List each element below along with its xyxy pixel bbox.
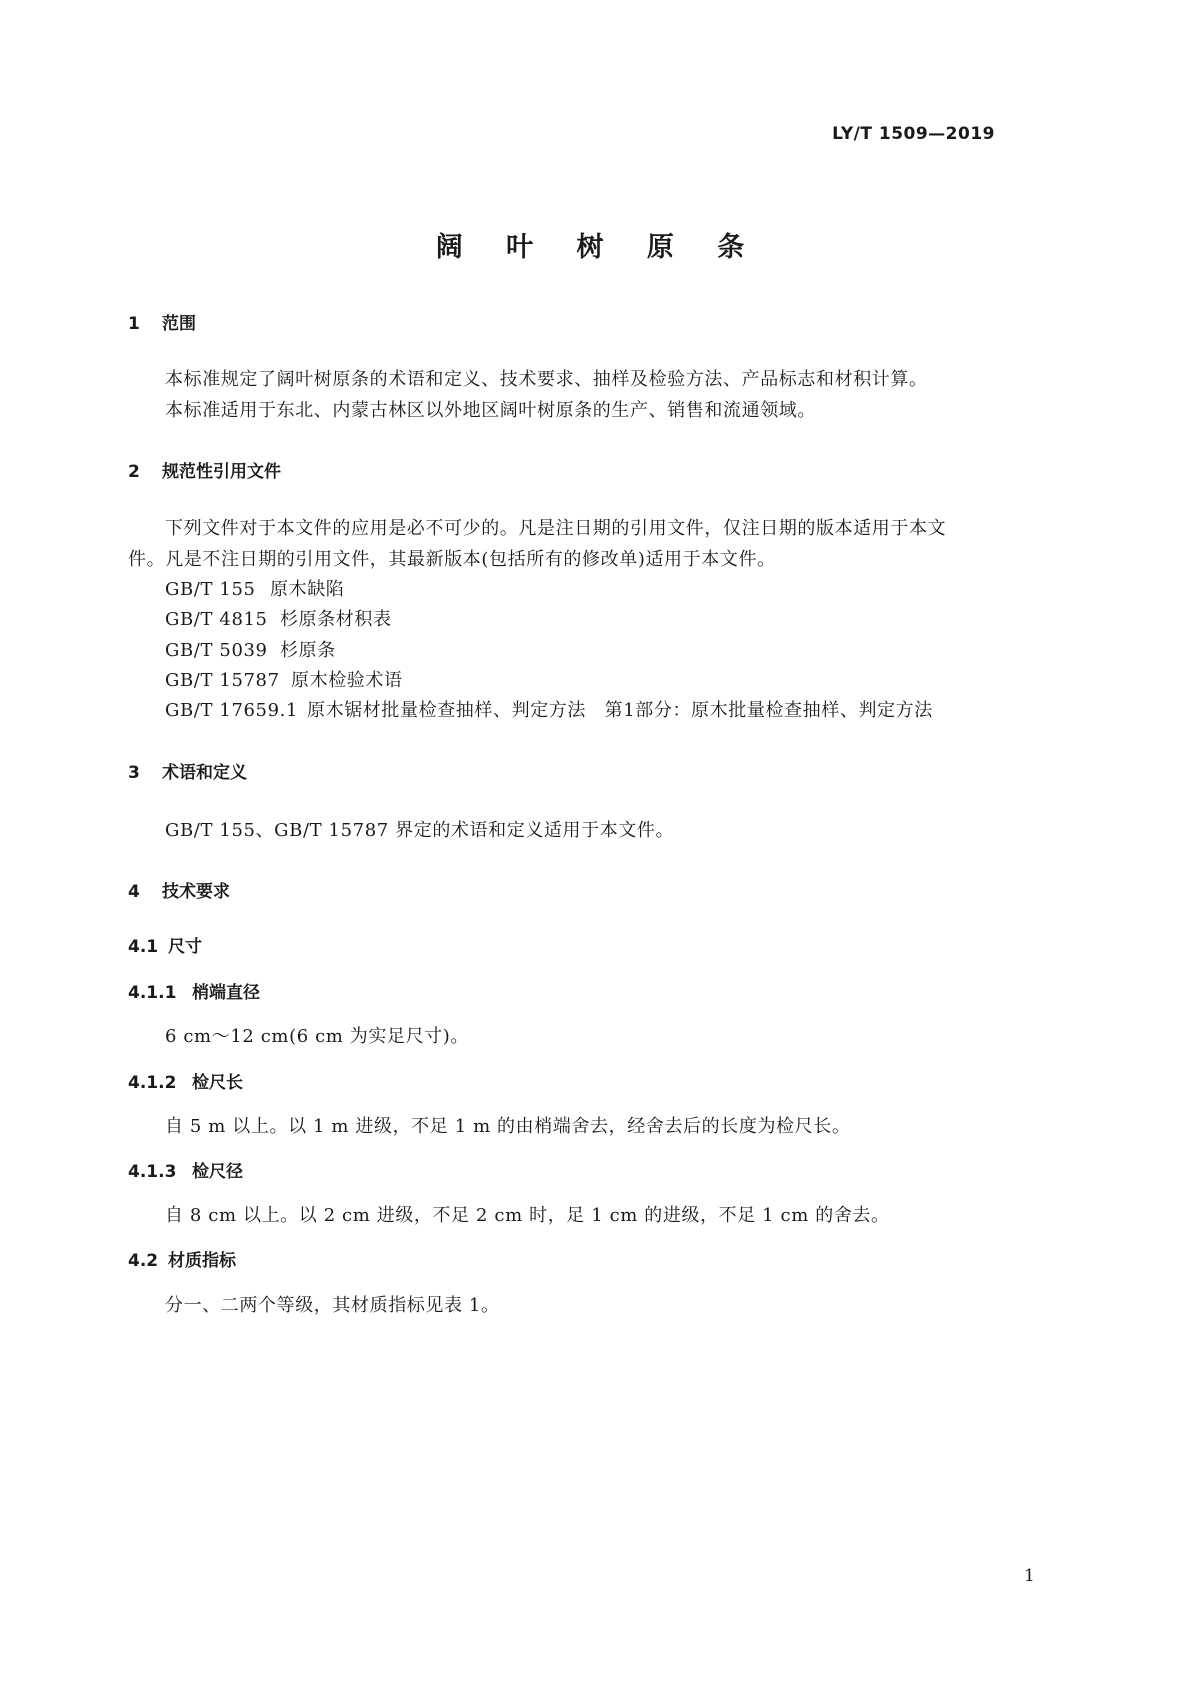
reference-code: GB/T 5039 (165, 640, 268, 661)
section-title: 检尺长 (192, 1073, 243, 1093)
reference-item (165, 575, 344, 601)
section-number: 4.1.2 (128, 1073, 177, 1093)
reference-name: 原木检验术语 (291, 670, 403, 691)
section-title: 梢端直径 (192, 983, 260, 1003)
page-number: 1 (1024, 1566, 1035, 1586)
reference-item (165, 605, 392, 631)
reference-name: 原木缺陷 (270, 579, 345, 600)
section-title: 术语和定义 (162, 763, 247, 783)
reference-name: 原木锯材批量检查抽样、判定方法 第1部分：原木批量检查抽样、判定方法 (307, 700, 933, 721)
section-1-paragraph-2: 本标准适用于东北、内蒙古林区以外地区阔叶树原条的生产、销售和流通领域。 (165, 400, 816, 421)
section-number: 4 (128, 882, 140, 902)
section-4-1-2-text: 自 5 m 以上。以 1 m 进级，不足 1 m 的由梢端舍去，经舍去后的长度为检尺长。 (165, 1116, 851, 1137)
reference-name: 杉原条材积表 (280, 609, 392, 630)
standard-code: LY/T 1509—2019 (832, 124, 995, 144)
reference-code: GB/T 155 (165, 579, 256, 600)
section-number: 4.1.1 (128, 983, 177, 1003)
section-title: 技术要求 (162, 882, 230, 902)
reference-item (165, 666, 403, 692)
section-4-1-3-heading (128, 1157, 243, 1182)
section-2-intro-line-2: 件。凡是不注日期的引用文件，其最新版本(包括所有的修改单)适用于本文件。 (128, 549, 776, 570)
reference-code: GB/T 17659.1 (165, 700, 299, 721)
section-4-2-text: 分一、二两个等级，其材质指标见表 1。 (165, 1295, 500, 1316)
section-title: 范围 (162, 314, 196, 334)
section-title: 规范性引用文件 (162, 462, 281, 482)
reference-code: GB/T 15787 (165, 670, 280, 691)
section-3-heading (128, 758, 247, 783)
section-1-paragraph-1: 本标准规定了阔叶树原条的术语和定义、技术要求、抽样及检验方法、产品标志和材积计算。 (165, 369, 928, 390)
section-number: 1 (128, 314, 140, 334)
section-number: 4.1.3 (128, 1162, 177, 1182)
section-number: 4.2 (128, 1251, 159, 1271)
reference-item (165, 696, 933, 722)
section-4-1-1-heading (128, 978, 260, 1003)
section-title: 材质指标 (168, 1251, 236, 1271)
section-4-1-2-heading (128, 1068, 243, 1093)
section-4-2-heading (128, 1246, 236, 1271)
section-number: 2 (128, 462, 140, 482)
reference-name: 杉原条 (280, 640, 336, 661)
section-title: 尺寸 (168, 937, 202, 957)
document-title: 阔 叶 树 原 条 (435, 232, 762, 263)
section-4-heading (128, 877, 230, 902)
section-number: 3 (128, 763, 140, 783)
section-4-1-1-text: 6 cm～12 cm(6 cm 为实足尺寸)。 (165, 1026, 469, 1047)
section-4-1-3-text: 自 8 cm 以上。以 2 cm 进级，不足 2 cm 时，足 1 cm 的进级，不足 1 cm 的舍去。 (165, 1205, 890, 1226)
section-2-intro-line-1: 下列文件对于本文件的应用是必不可少的。凡是注日期的引用文件，仅注日期的版本适用于本文 (165, 518, 947, 539)
section-3-text: GB/T 155、GB/T 15787 界定的术语和定义适用于本文件。 (165, 820, 675, 841)
section-4-1-heading (128, 932, 202, 957)
reference-item (165, 636, 336, 662)
reference-code: GB/T 4815 (165, 609, 268, 630)
section-1-heading (128, 309, 196, 334)
section-title: 检尺径 (192, 1162, 243, 1182)
section-2-heading (128, 457, 281, 482)
section-number: 4.1 (128, 937, 159, 957)
